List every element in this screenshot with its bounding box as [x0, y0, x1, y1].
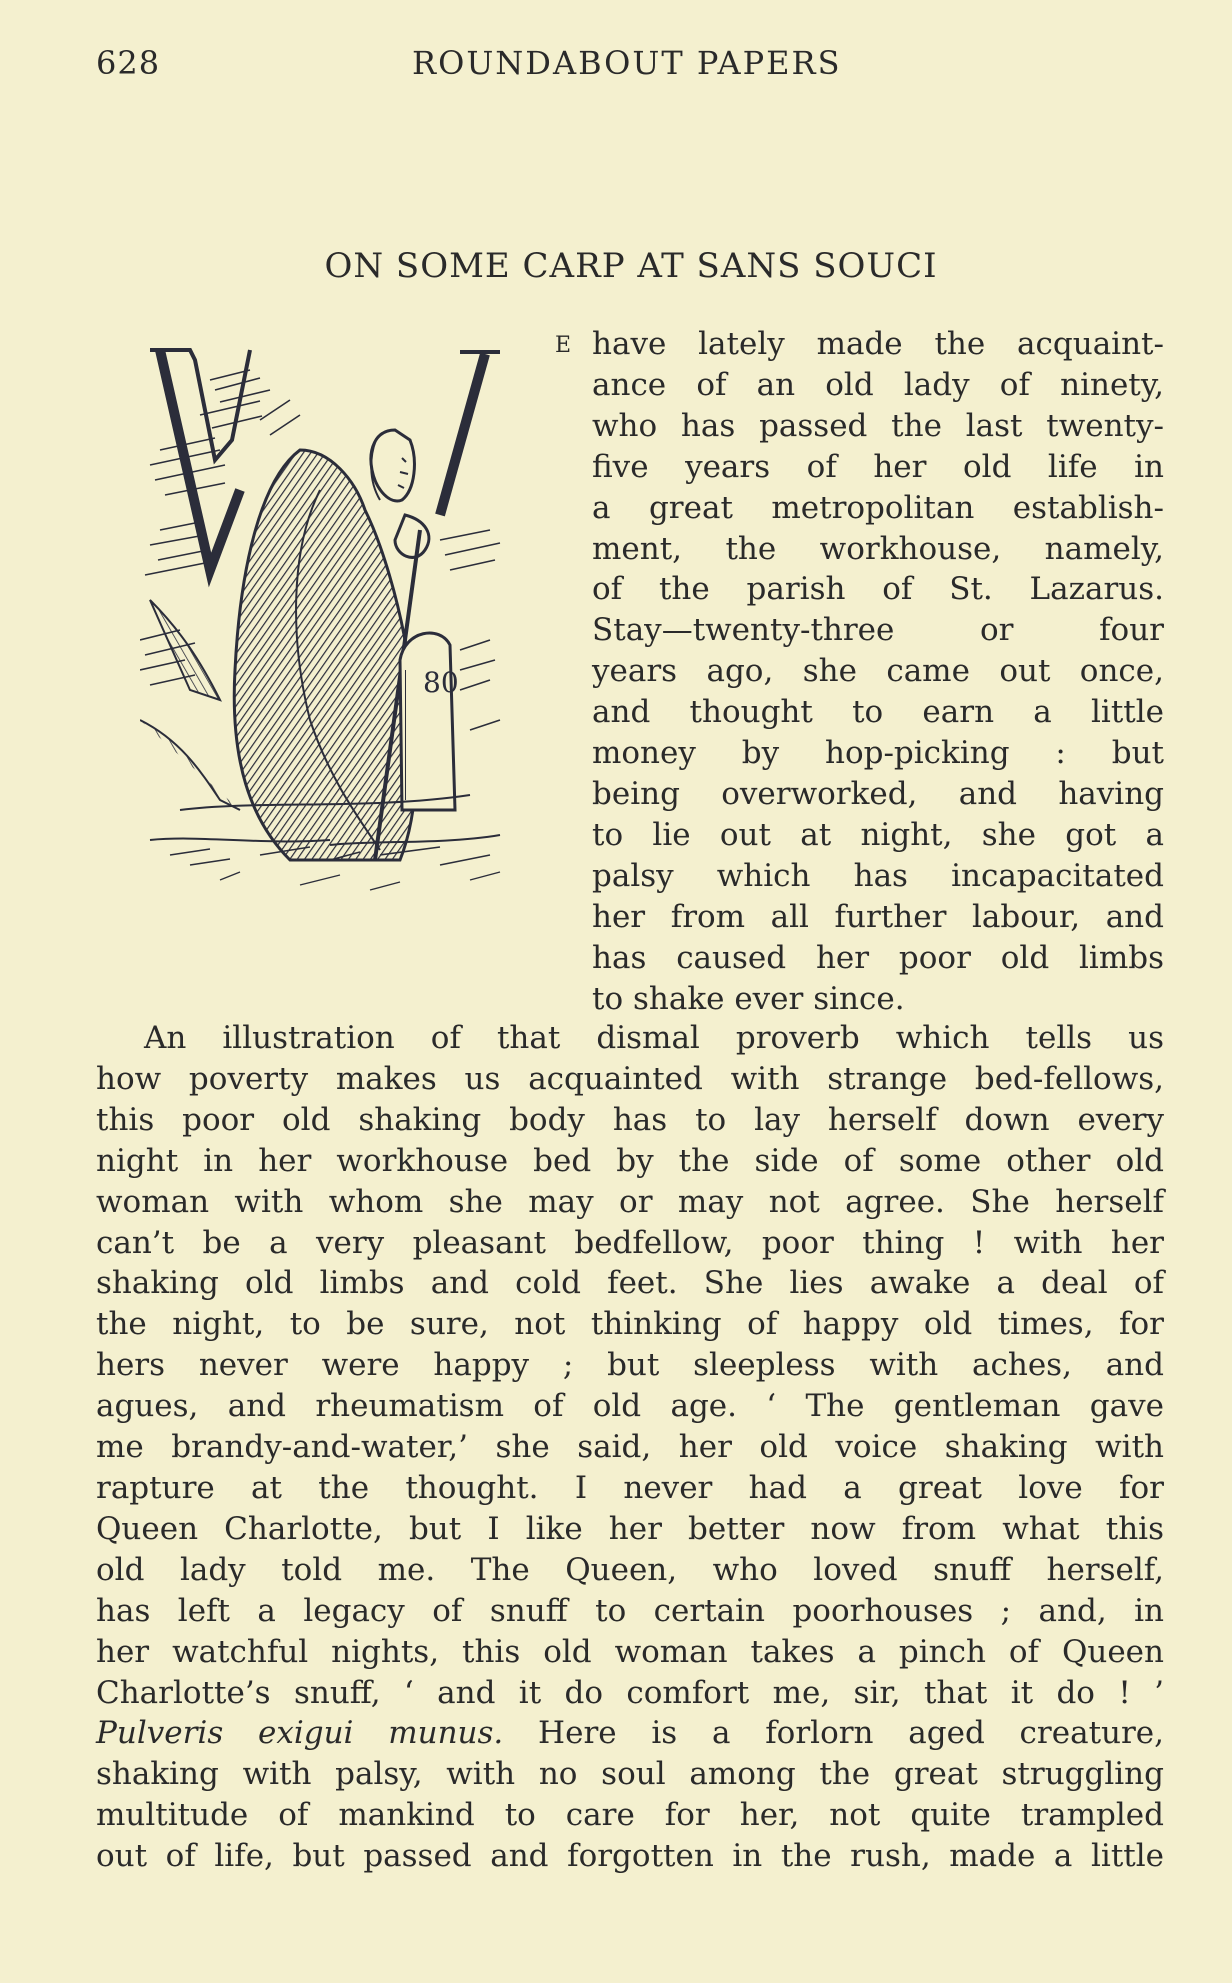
text-line: her from all further labour, and — [592, 898, 1164, 935]
chapter-title: ON SOME CARP AT SANS SOUCI — [324, 246, 938, 286]
text-line: out of life, but passed and forgotten in the rush, made a little — [96, 1838, 1164, 1875]
text-line: to lie out at night, she got a — [592, 816, 1164, 853]
text-line-latin — [96, 1713, 1164, 1754]
running-head: ROUNDABOUT PAPERS — [412, 44, 842, 82]
text-line: can’t be a very pleasant bedfellow, poor thing ! with her — [96, 1224, 1164, 1261]
full-width-paragraph — [96, 1018, 1164, 1877]
latin-phrase: Pulveris exigui munus. — [96, 1715, 504, 1752]
text-line: Queen Charlotte, but I like her better now from what this — [96, 1510, 1164, 1547]
narrow-paragraph — [592, 324, 1164, 1019]
text-line: being overworked, and having — [592, 775, 1164, 812]
text-line: agues, and rheumatism of old age. ‘ The gentleman gave — [96, 1388, 1164, 1425]
text-line: woman with whom she may or may not agree. She herself — [96, 1183, 1164, 1220]
text-line: money by hop-picking : but — [592, 735, 1164, 772]
text-line: five years of her old life in — [592, 448, 1164, 485]
decorative-initial-w-illustration — [140, 340, 550, 960]
text-line: the night, to be sure, not thinking of happy old times, for — [96, 1306, 1164, 1343]
text-line: An illustration of that dismal proverb which tells us — [144, 1020, 1164, 1056]
text-line: years ago, she came out once, — [592, 653, 1164, 690]
text-line: me brandy-and-water,’ she said, her old voice shaking with — [96, 1429, 1164, 1466]
text-line: old lady told me. The Queen, who loved snuff herself, — [96, 1551, 1164, 1588]
text-line: of the parish of St. Lazarus. — [592, 571, 1164, 608]
text-line: have lately made the acquaint- — [592, 326, 1164, 362]
text-line: a great metropolitan establish- — [592, 489, 1164, 526]
text-line: hers never were happy ; but sleepless with aches, and — [96, 1347, 1164, 1384]
text-line: how poverty makes us acquainted with strange bed-fellows, — [96, 1060, 1164, 1097]
text-line: her watchful nights, this old woman takes a pinch of Queen — [96, 1633, 1164, 1670]
text-line: who has passed the last twenty- — [592, 407, 1164, 444]
text-line: has caused her poor old limbs — [592, 939, 1164, 976]
gravestone-text: 80 — [423, 666, 459, 699]
text-line: night in her workhouse bed by the side of some other old — [96, 1142, 1164, 1179]
text-line: ment, the workhouse, namely, — [592, 530, 1164, 567]
text-line: has left a legacy of snuff to certain poorhouses ; and, in — [96, 1592, 1164, 1629]
text-line: shaking with palsy, with no soul among the great struggling — [96, 1756, 1164, 1793]
text-line: multitude of mankind to care for her, not quite trampled — [96, 1797, 1164, 1834]
text-line: this poor old shaking body has to lay herself down every — [96, 1101, 1164, 1138]
text-line: rapture at the thought. I never had a great love for — [96, 1469, 1164, 1506]
latin-line-rest: Here is a forlorn aged creature, — [503, 1715, 1165, 1752]
text-line: shaking old limbs and cold feet. She lies awake a deal of — [96, 1265, 1164, 1302]
page-number: 628 — [96, 44, 161, 82]
text-line: palsy which has incapacitated — [592, 857, 1164, 894]
text-line: and thought to earn a little — [592, 694, 1164, 731]
text-line: ance of an old lady of ninety, — [592, 366, 1164, 403]
text-line: Charlotte’s snuff, ‘ and it do comfort me, sir, that it do ! ’ — [96, 1674, 1164, 1711]
drop-cap-continuation: E — [555, 333, 573, 358]
text-line: Stay—twenty-three or four — [592, 612, 1164, 649]
text-line: to shake ever since. — [592, 980, 905, 1017]
